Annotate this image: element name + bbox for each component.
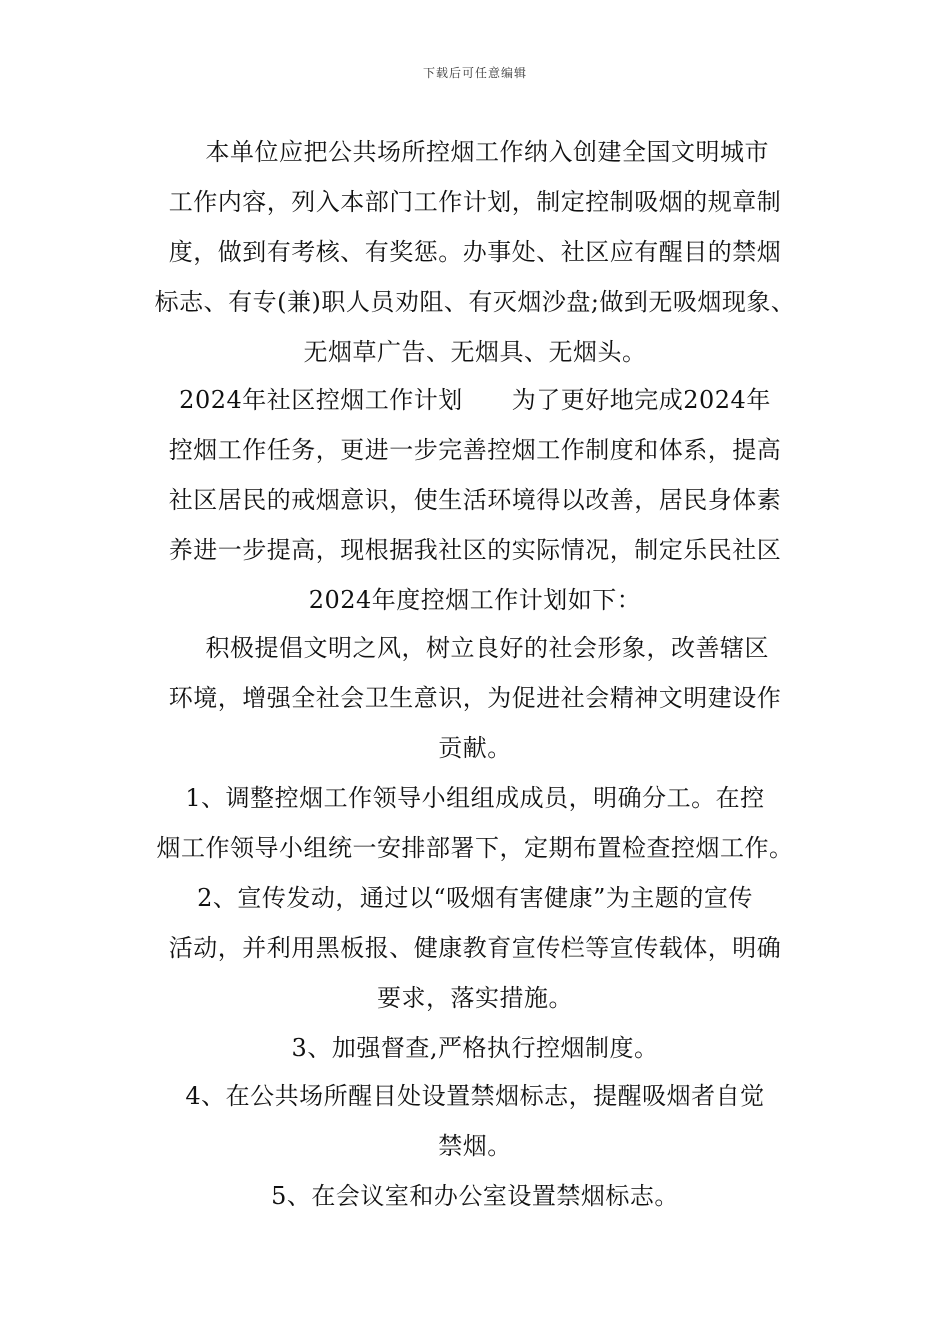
paragraph-line: 养进一步提高，现根据我社区的实际情况，制定乐民社区 <box>168 536 782 564</box>
paragraph-line: 环境，增强全社会卫生意识，为促进社会精神文明建设作 <box>168 684 782 712</box>
paragraph-line: 1、调整控烟工作领导小组组成成员，明确分工。在控 <box>185 784 765 812</box>
paragraph-line: 标志、有专(兼)职人员劝阻、有灭烟沙盘;做到无吸烟现象、 <box>154 288 796 316</box>
paragraph-line: 无烟草广告、无烟具、无烟头。 <box>303 338 647 366</box>
paragraph-line: 3、加强督查,严格执行控烟制度。 <box>291 1034 659 1062</box>
paragraph-line: 要求，落实措施。 <box>377 984 573 1012</box>
paragraph-line: 积极提倡文明之风，树立良好的社会形象，改善辖区 <box>181 634 769 662</box>
paragraph-line: 本单位应把公共场所控烟工作纳入创建全国文明城市 <box>181 138 769 166</box>
paragraph-line: 度，做到有考核、有奖惩。办事处、社区应有醒目的禁烟 <box>168 238 782 266</box>
paragraph-line: 活动，并利用黑板报、健康教育宣传栏等宣传载体，明确 <box>168 934 782 962</box>
paragraph-line: 2024年度控烟工作计划如下： <box>308 586 642 614</box>
paragraph-line: 烟工作领导小组统一安排部署下，定期布置检查控烟工作。 <box>156 834 794 862</box>
paragraph-line: 2024年社区控烟工作计划 为了更好地完成2024年 <box>179 386 771 414</box>
paragraph-line: 工作内容，列入本部门工作计划，制定控制吸烟的规章制 <box>168 188 782 216</box>
paragraph-line: 控烟工作任务，更进一步完善控烟工作制度和体系，提高 <box>168 436 782 464</box>
page-header: 下载后可任意编辑 <box>422 66 527 80</box>
paragraph-line: 4、在公共场所醒目处设置禁烟标志，提醒吸烟者自觉 <box>185 1082 765 1110</box>
paragraph-line: 贡献。 <box>438 734 512 762</box>
paragraph-line: 禁烟。 <box>438 1132 512 1160</box>
paragraph-line: 5、在会议室和办公室设置禁烟标志。 <box>271 1182 679 1210</box>
paragraph-line: 2、宣传发动，通过以“吸烟有害健康”为主题的宣传 <box>197 884 753 912</box>
paragraph-line: 社区居民的戒烟意识，使生活环境得以改善，居民身体素 <box>168 486 782 514</box>
